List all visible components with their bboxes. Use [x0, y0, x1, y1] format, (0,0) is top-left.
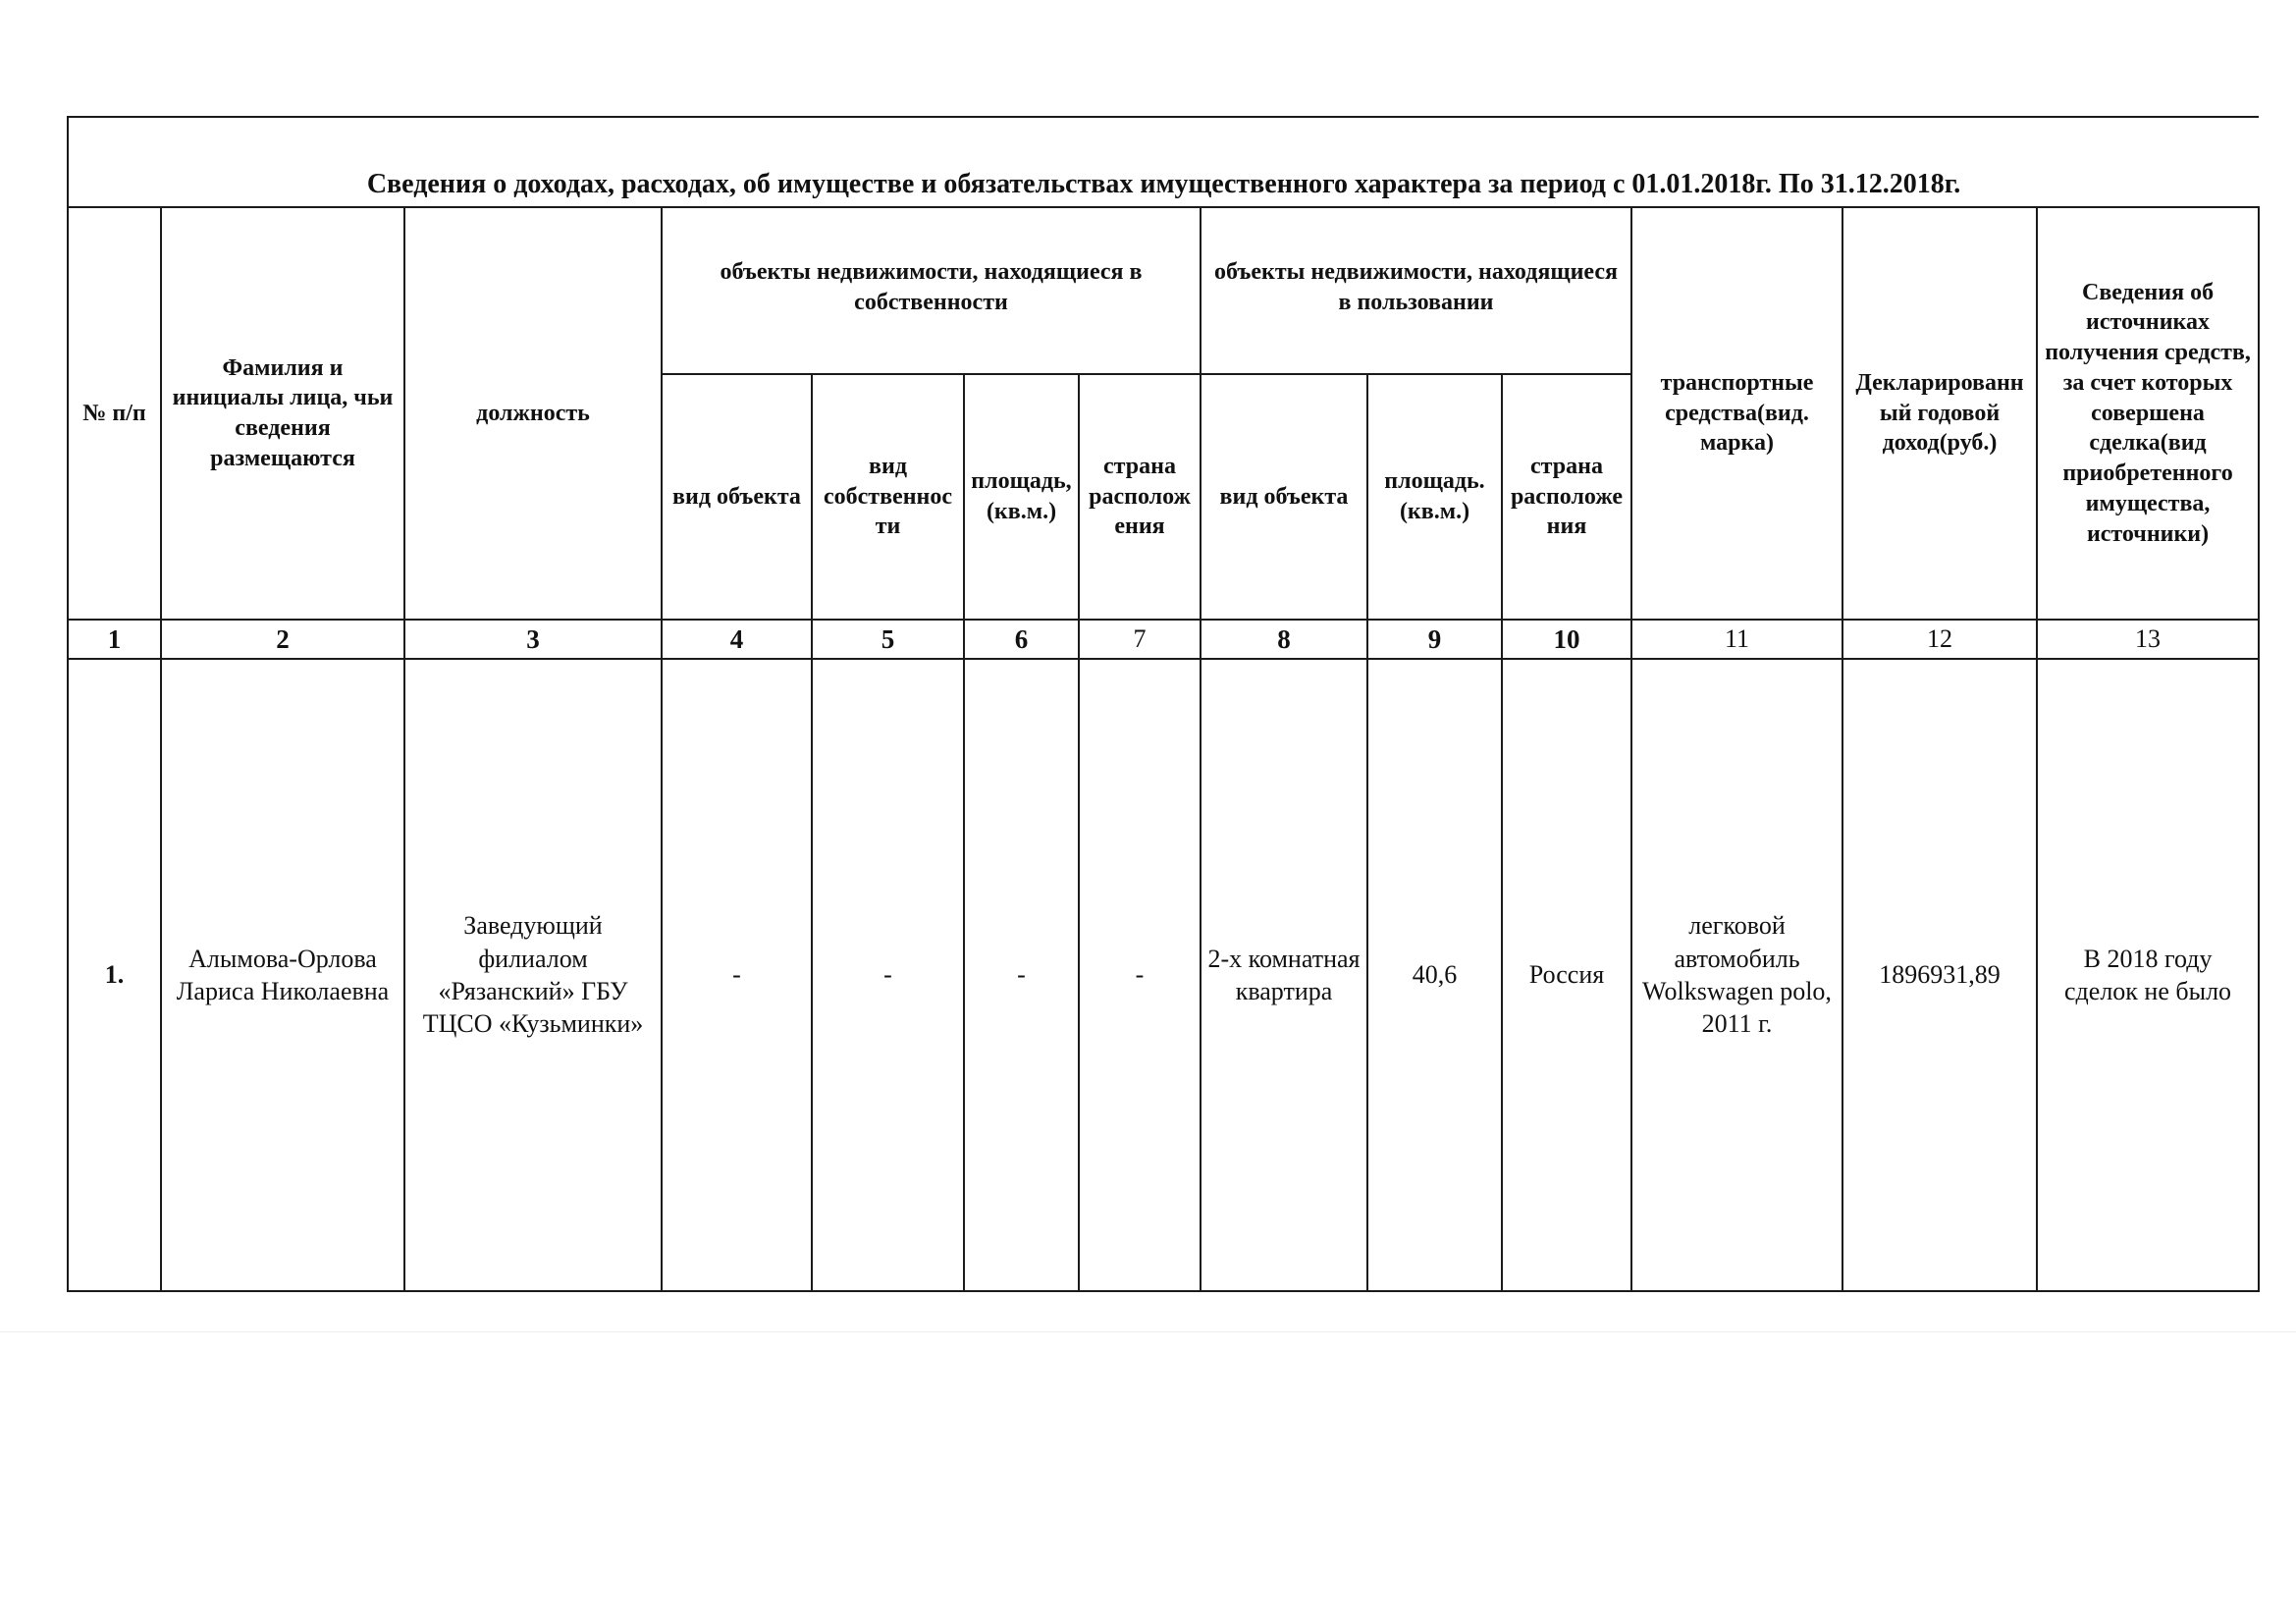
header-owned-property: объекты недвижимости, находящиеся в собственности [662, 207, 1201, 374]
column-number: 2 [161, 620, 404, 659]
header-owned-ownership: вид собственности [812, 374, 964, 620]
header-used-area: площадь. (кв.м.) [1367, 374, 1502, 620]
column-number: 8 [1201, 620, 1367, 659]
page-divider [0, 1331, 2296, 1332]
column-number: 3 [404, 620, 662, 659]
header-transport: транспортные средства(вид. марка) [1631, 207, 1842, 620]
header-owned-country: страна расположения [1079, 374, 1201, 620]
header-owned-type: вид объекта [662, 374, 812, 620]
person-position: Заведующий филиалом «Рязанский» ГБУ ТЦСО «Кузьминки» [404, 659, 662, 1291]
transport-value: легковой автомобиль Wolkswagen polo, 2011 г. [1631, 659, 1842, 1291]
column-number: 11 [1631, 620, 1842, 659]
column-number: 9 [1367, 620, 1502, 659]
owned-type: - [662, 659, 812, 1291]
person-name: Алымова-Орлова Лариса Николаевна [161, 659, 404, 1291]
sources-value: В 2018 году сделок не было [2037, 659, 2259, 1291]
income-declaration-table [67, 116, 2260, 1292]
column-number: 6 [964, 620, 1079, 659]
owned-area: - [964, 659, 1079, 1291]
header-used-type: вид объекта [1201, 374, 1367, 620]
column-number-row [68, 620, 2259, 659]
header-num: № п/п [68, 207, 161, 620]
used-country: Россия [1502, 659, 1631, 1291]
column-number: 12 [1842, 620, 2037, 659]
used-type: 2-х комнатная квартира [1201, 659, 1367, 1291]
column-number: 13 [2037, 620, 2259, 659]
header-position: должность [404, 207, 662, 620]
income-value: 1896931,89 [1842, 659, 2037, 1291]
row-number: 1. [68, 659, 161, 1291]
used-area: 40,6 [1367, 659, 1502, 1291]
column-number: 4 [662, 620, 812, 659]
header-used-property: объекты недвижимости, находящиеся в пользовании [1201, 207, 1631, 374]
column-number: 10 [1502, 620, 1631, 659]
document-title: Сведения о доходах, расходах, об имуществе и обязательствах имущественного характера за период с 01.01.2018г. По 31.12.2018г. [68, 117, 2259, 207]
owned-ownership: - [812, 659, 964, 1291]
header-name: Фамилия и инициалы лица, чьи сведения размещаются [161, 207, 404, 620]
table-row [68, 659, 2259, 1291]
column-number: 5 [812, 620, 964, 659]
column-number: 1 [68, 620, 161, 659]
header-used-country: страна расположения [1502, 374, 1631, 620]
owned-country: - [1079, 659, 1201, 1291]
header-income: Декларированный годовой доход(руб.) [1842, 207, 2037, 620]
header-sources: Сведения об источниках получения средств, за счет которых совершена сделка(вид приобретенного имущества, источники) [2037, 207, 2259, 620]
column-number: 7 [1079, 620, 1201, 659]
header-owned-area: площадь, (кв.м.) [964, 374, 1079, 620]
